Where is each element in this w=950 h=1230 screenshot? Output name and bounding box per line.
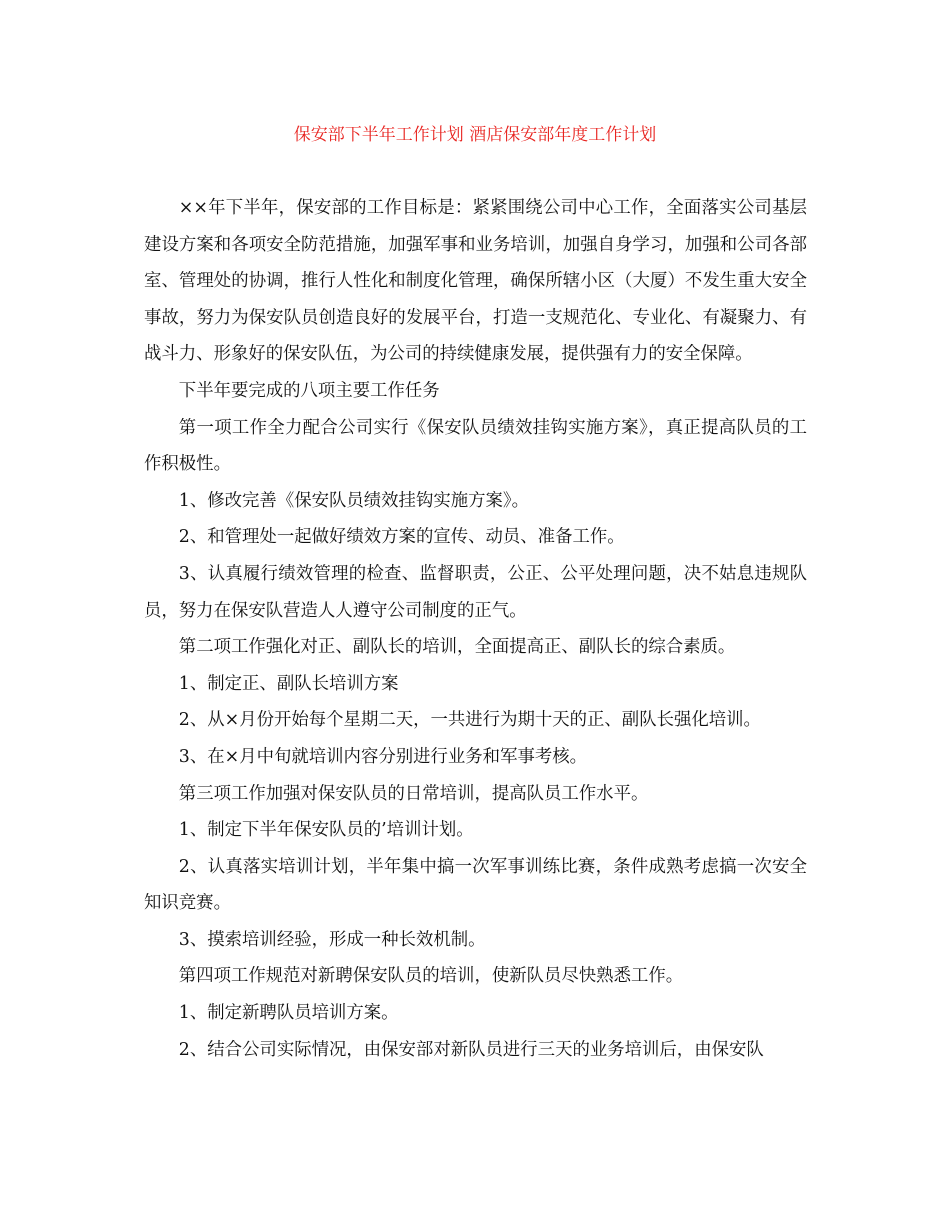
paragraph-task-4-item-1: 1、制定新聘队员培训方案。 bbox=[178, 1003, 399, 1024]
paragraph-tasks-heading: 下半年要完成的八项主要工作任务 bbox=[178, 380, 440, 401]
paragraph-task-3-item-2: 2、认真落实培训计划，半年集中搞一次军事训练比赛，条件成熟考虑搞一次安全知识竞赛。 bbox=[144, 856, 807, 914]
paragraph-task-2-item-3: 3、在×月中旬就培训内容分别进行业务和军事考核。 bbox=[178, 746, 588, 767]
paragraph-task-2-item-2: 2、从×月份开始每个星期二天，一共进行为期十天的正、副队长强化培训。 bbox=[178, 710, 761, 731]
paragraph-task-3-item-3: 3、摸索培训经验，形成一种长效机制。 bbox=[178, 929, 486, 950]
paragraph-task-4: 第四项工作规范对新聘保安队员的培训，使新队员尽快熟悉工作。 bbox=[178, 966, 684, 987]
paragraph-task-3-item-1: 1、制定下半年保安队员的’培训计划。 bbox=[178, 820, 474, 841]
paragraph-task-2: 第二项工作强化对正、副队长的培训，全面提高正、副队长的综合素质。 bbox=[178, 637, 736, 658]
paragraph-task-4-item-2: 2、结合公司实际情况，由保安部对新队员进行三天的业务培训后，由保安队 bbox=[178, 1039, 764, 1060]
paragraph-task-1-item-1: 1、修改完善《保安队员绩效挂钩实施方案》。 bbox=[178, 490, 529, 511]
paragraph-task-1-item-3: 3、认真履行绩效管理的检查、监督职责，公正、公平处理问题，决不姑息违规队员，努力在保安队营造人人遵守公司制度的正气。 bbox=[144, 563, 807, 621]
document-body bbox=[144, 190, 807, 1068]
paragraph-intro: ××年下半年，保安部的工作目标是：紧紧围绕公司中心工作，全面落实公司基层建设方案和各项安全防范措施，加强军事和业务培训，加强自身学习，加强和公司各部室、管理处的协调，推行人性化和制度化管理，确保所辖小区（大厦）不发生重大安全事故，努力为保安队员创造良好的发展平台，打造一支规范化、专业化、有凝聚力、有战斗力、形象好的保安队伍，为公司的持续健康发展，提供强有力的安全保障。 bbox=[144, 198, 807, 365]
document-title: 保安部下半年工作计划 酒店保安部年度工作计划 bbox=[293, 125, 657, 145]
paragraph-task-2-item-1: 1、制定正、副队长培训方案 bbox=[178, 673, 399, 694]
paragraph-task-3: 第三项工作加强对保安队员的日常培训，提高队员工作水平。 bbox=[178, 783, 649, 804]
paragraph-task-1-item-2: 2、和管理处一起做好绩效方案的宣传、动员、准备工作。 bbox=[178, 527, 625, 548]
paragraph-task-1: 第一项工作全力配合公司实行《保安队员绩效挂钩实施方案》，真正提高队员的工作积极性。 bbox=[144, 417, 807, 475]
